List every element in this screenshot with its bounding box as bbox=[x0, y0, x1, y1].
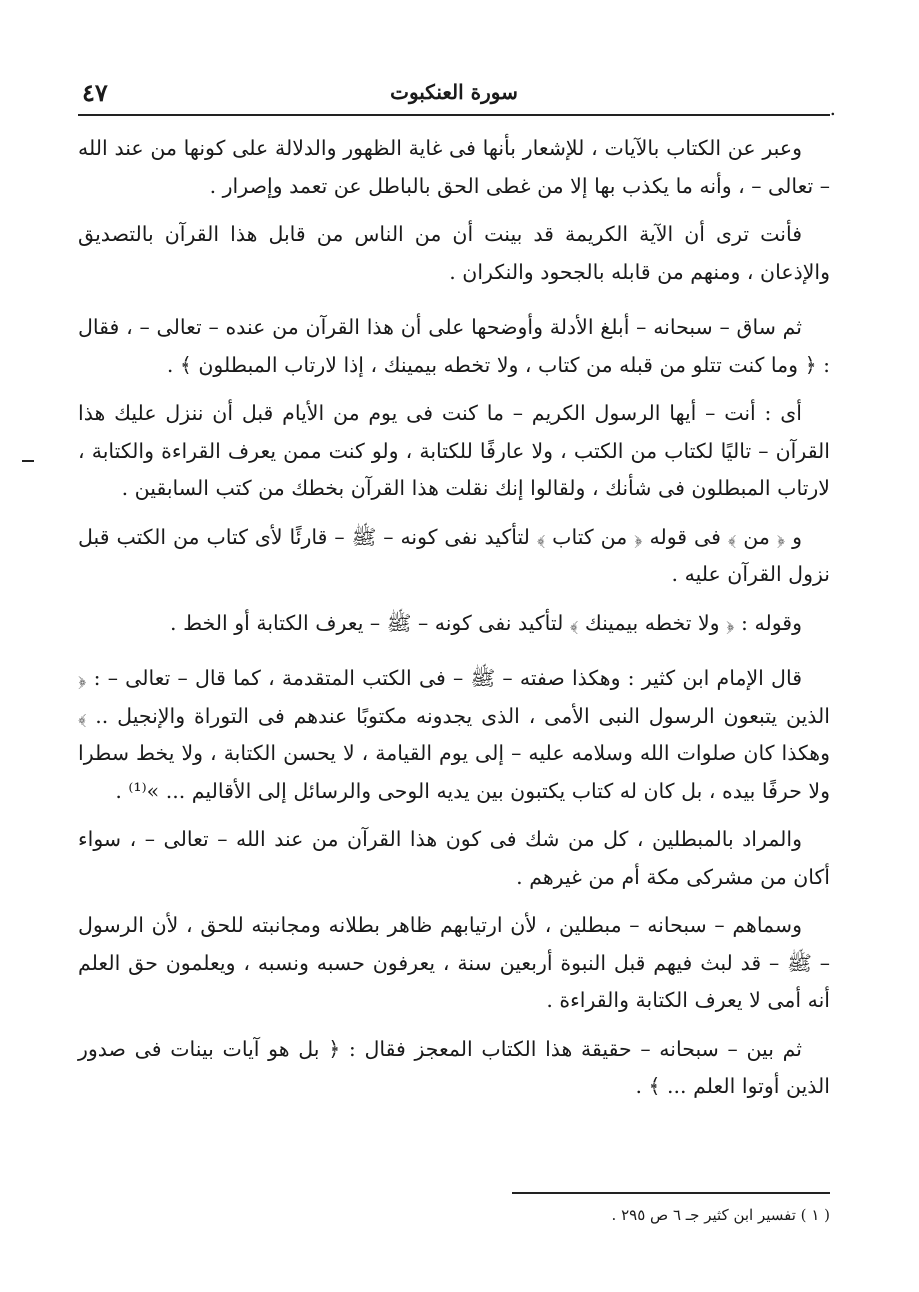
margin-mark bbox=[22, 460, 34, 462]
page-body bbox=[78, 116, 830, 1106]
paragraph: أى : أنت – أيها الرسول الكريم – ما كنت فى يوم من الأيام قبل أن ننزل عليك هذا القرآن – تاليًا لكتاب من الكتب ، ولا عارفًا للكتابة ، ولو كنت ممن يعرف القراءة والكتابة ، لارتاب المبطلون فى شأنك ، ولقالوا إنك نقلت هذا القرآن بخطك من كتب السابقين . bbox=[78, 401, 830, 500]
running-header bbox=[78, 70, 836, 120]
paragraph: وسماهم – سبحانه – مبطلين ، لأن ارتيابهم ظاهر بطلانه ومجانبته للحق ، لأن الرسول – ﷺ – قد لبث فيهم قبل النبوة أربعين سنة ، يعرفون حسبه ونسبه ، ويعلمون حق العلم أنه أمى لا يعرف الكتابة والقراءة . bbox=[78, 913, 830, 1012]
paragraph: والمراد بالمبطلين ، كل من شك فى كون هذا القرآن من عند الله – تعالى – ، سواء أكان من مشركى مكة أم من غيرهم . bbox=[78, 827, 830, 889]
paragraph: وعبر عن الكتاب بالآيات ، للإشعار بأنها فى غاية الظهور والدلالة على كونها من عند الله – تعالى – ، وأنه ما يكذب بها إلا من غطى الحق بالباطل عن تعمد وإصرار . bbox=[78, 136, 830, 198]
paragraph: ثم ساق – سبحانه – أبلغ الأدلة وأوضحها على أن هذا القرآن من عنده – تعالى – ، فقال : ﴿ وما كنت تتلو من قبله من كتاب ، ولا تخطه بيمينك ، إذا لارتاب المبطلون ﴾ . bbox=[78, 315, 830, 377]
paragraph: و ﴿ من ﴾ فى قوله ﴿ من كتاب ﴾ لتأكيد نفى كونه – ﷺ – قارئًا لأى كتاب من الكتب قبل نزول القرآن عليه . bbox=[78, 524, 830, 586]
page-number: ٤٧ bbox=[82, 78, 108, 107]
surah-title: سورة العنكبوت bbox=[390, 80, 518, 104]
footnote-divider bbox=[512, 1192, 830, 1194]
paragraph: ثم بين – سبحانه – حقيقة هذا الكتاب المعجز فقال : ﴿ بل هو آيات بينات فى صدور الذين أوتوا العلم ... ﴾ . bbox=[78, 1036, 830, 1098]
paragraph: قال الإمام ابن كثير : وهكذا صفته – ﷺ – فى الكتب المتقدمة ، كما قال – تعالى – : ﴿ الذين يتبعون الرسول النبى الأمى ، الذى يجدونه مكتوبًا عندهم فى التوراة والإنجيل .. ﴾ وهكذا كان صلوات الله وسلامه عليه – إلى يوم القيامة ، لا يحسن الكتابة ، ولا يخط سطرا ولا حرفًا بيده ، بل كان له كتاب يكتبون بين يديه الوحى والرسائل إلى الأقاليم ... »⁽¹⁾ . bbox=[78, 666, 830, 803]
footnote: ( ١ ) تفسير ابن كثير جـ ٦ ص ٢٩٥ . bbox=[611, 1206, 830, 1224]
header-dot: . bbox=[829, 96, 836, 120]
paragraph: وقوله : ﴿ ولا تخطه بيمينك ﴾ لتأكيد نفى كونه – ﷺ – يعرف الكتابة أو الخط . bbox=[170, 610, 802, 635]
book-page bbox=[78, 70, 836, 1250]
paragraph: فأنت ترى أن الآية الكريمة قد بينت أن من الناس من قابل هذا القرآن بالتصديق والإذعان ، ومنهم من قابله بالجحود والنكران . bbox=[78, 222, 830, 284]
